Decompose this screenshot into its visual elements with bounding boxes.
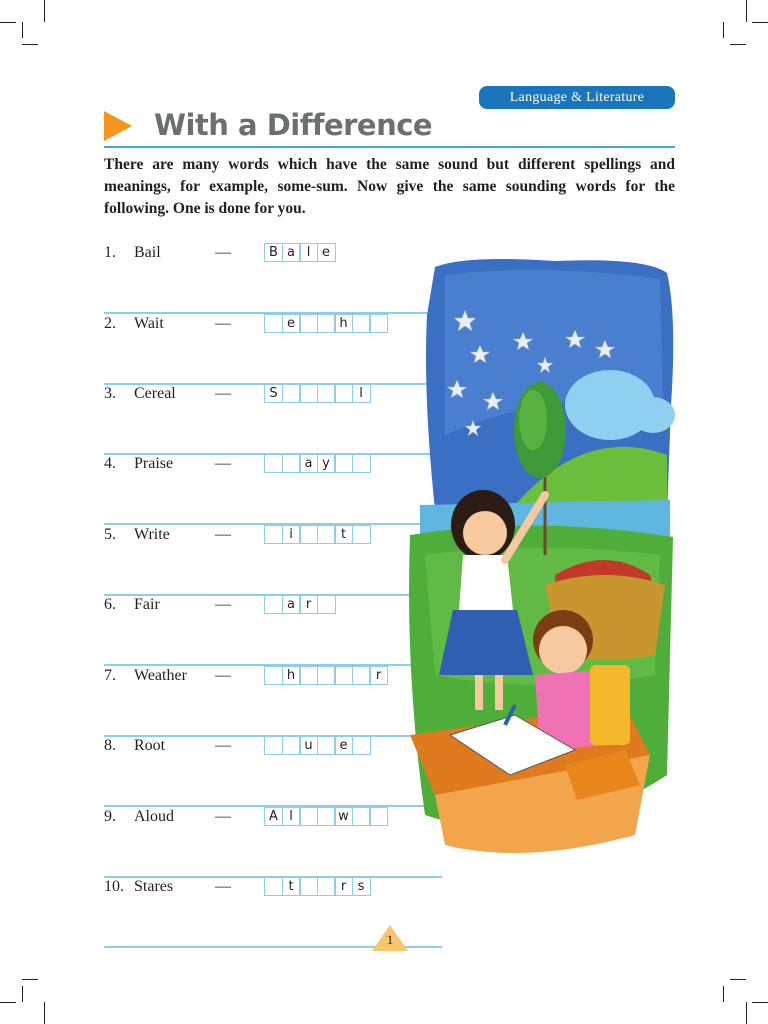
letter-box[interactable]: r	[369, 666, 388, 685]
letter-box[interactable]	[317, 595, 336, 614]
letter-box[interactable]	[317, 314, 336, 333]
crop-mark	[723, 22, 724, 38]
crop-mark	[730, 44, 746, 45]
letter-box[interactable]	[299, 525, 318, 544]
letter-box[interactable]	[317, 736, 336, 755]
given-word: Stares	[134, 878, 174, 895]
crop-mark	[0, 1002, 16, 1003]
item-number: 2.	[104, 315, 116, 332]
letter-box[interactable]	[369, 314, 388, 333]
letter-box[interactable]: B	[264, 243, 283, 262]
letter-box[interactable]: S	[264, 384, 283, 403]
letter-box[interactable]	[264, 314, 283, 333]
given-word: Praise	[134, 455, 174, 472]
crop-mark	[746, 0, 747, 22]
dash-separator: —	[215, 315, 231, 332]
letter-box[interactable]: h	[334, 314, 353, 333]
item-number: 8.	[104, 737, 116, 754]
exercise-row	[104, 526, 442, 596]
letter-box[interactable]	[352, 454, 371, 473]
letter-box[interactable]	[299, 314, 318, 333]
dash-separator: —	[215, 737, 231, 754]
letter-box[interactable]	[352, 807, 371, 826]
letter-box[interactable]	[282, 454, 301, 473]
letter-box[interactable]	[299, 877, 318, 896]
given-word: Weather	[134, 667, 187, 684]
crop-mark	[44, 0, 45, 22]
letter-box[interactable]	[352, 525, 371, 544]
letter-box[interactable]	[352, 736, 371, 755]
answer-boxes	[264, 384, 369, 403]
letter-box[interactable]	[264, 454, 283, 473]
letter-box[interactable]	[264, 666, 283, 685]
letter-box[interactable]: a	[282, 595, 301, 614]
exercise-row	[104, 315, 442, 385]
crop-mark	[746, 1002, 747, 1024]
letter-box[interactable]: e	[317, 243, 336, 262]
answer-boxes	[264, 525, 369, 544]
exercise-row	[104, 808, 442, 878]
crop-mark	[22, 986, 23, 1002]
dash-separator: —	[215, 244, 231, 261]
letter-box[interactable]	[264, 877, 283, 896]
letter-box[interactable]: A	[264, 807, 283, 826]
subject-badge: Language & Literature	[479, 86, 675, 109]
exercise-row	[104, 596, 442, 666]
letter-box[interactable]	[317, 384, 336, 403]
crop-mark	[44, 1002, 45, 1024]
given-word: Bail	[134, 244, 161, 261]
dash-separator: —	[215, 526, 231, 543]
letter-box[interactable]: t	[282, 877, 301, 896]
exercise-row	[104, 385, 442, 455]
dash-separator: —	[215, 667, 231, 684]
letter-box[interactable]: r	[334, 877, 353, 896]
letter-box[interactable]: t	[334, 525, 353, 544]
crop-mark	[22, 22, 23, 38]
letter-box[interactable]: i	[282, 525, 301, 544]
letter-box[interactable]	[334, 666, 353, 685]
dash-separator: —	[215, 596, 231, 613]
letter-box[interactable]: e	[282, 314, 301, 333]
answer-boxes	[264, 243, 334, 262]
item-number: 3.	[104, 385, 116, 402]
given-word: Root	[134, 737, 166, 754]
exercise-row	[104, 737, 442, 807]
answer-boxes	[264, 877, 369, 896]
given-word: Aloud	[134, 808, 174, 825]
crop-mark	[730, 979, 746, 980]
play-arrow-icon	[104, 111, 132, 141]
letter-box[interactable]: e	[334, 736, 353, 755]
letter-box[interactable]: h	[282, 666, 301, 685]
given-word: Wait	[134, 315, 164, 332]
letter-box[interactable]: l	[282, 807, 301, 826]
letter-box[interactable]	[264, 595, 283, 614]
letter-box[interactable]: w	[334, 807, 353, 826]
letter-box[interactable]	[369, 807, 388, 826]
instructions-text: There are many words which have the same sound but different spellings and meanings, for example, some-sum. Now give the same sounding words for the following. One is done for you.	[104, 156, 675, 217]
letter-box[interactable]	[299, 666, 318, 685]
answer-boxes	[264, 807, 387, 826]
letter-box[interactable]	[264, 525, 283, 544]
answer-boxes	[264, 314, 387, 333]
dash-separator: —	[215, 385, 231, 402]
crop-mark	[22, 44, 38, 45]
letter-box[interactable]	[317, 666, 336, 685]
given-word: Write	[134, 526, 170, 543]
given-word: Cereal	[134, 385, 176, 402]
item-number: 10.	[104, 878, 124, 895]
letter-box[interactable]	[317, 877, 336, 896]
item-number: 1.	[104, 244, 116, 261]
given-word: Fair	[134, 596, 160, 613]
answer-boxes	[264, 454, 369, 473]
item-number: 7.	[104, 667, 116, 684]
children-studying-illustration	[405, 255, 677, 860]
exercise-row	[104, 667, 442, 737]
crop-mark	[0, 22, 16, 23]
letter-box[interactable]	[317, 525, 336, 544]
letter-box[interactable]: a	[282, 243, 301, 262]
answer-boxes	[264, 595, 334, 614]
page-number-text: 1	[386, 932, 394, 947]
letter-box[interactable]	[334, 384, 353, 403]
answer-boxes	[264, 666, 387, 685]
dash-separator: —	[215, 878, 231, 895]
letter-box[interactable]	[282, 736, 301, 755]
letter-box[interactable]	[352, 314, 371, 333]
letter-box[interactable]	[334, 454, 353, 473]
letter-box[interactable]	[299, 384, 318, 403]
letter-box[interactable]	[282, 384, 301, 403]
item-number: 6.	[104, 596, 116, 613]
letter-box[interactable]: l	[352, 384, 371, 403]
crop-mark	[752, 1002, 768, 1003]
crop-mark	[22, 979, 38, 980]
item-number: 5.	[104, 526, 116, 543]
letter-box[interactable]: y	[317, 454, 336, 473]
page-number	[370, 923, 410, 953]
letter-box[interactable]: u	[299, 736, 318, 755]
dash-separator: —	[215, 455, 231, 472]
exercise-row	[104, 244, 442, 314]
dash-separator: —	[215, 808, 231, 825]
letter-box[interactable]: l	[299, 243, 318, 262]
crop-mark	[752, 22, 768, 23]
page-title: With a Difference	[154, 108, 433, 142]
crop-mark	[723, 986, 724, 1002]
letter-box[interactable]: a	[299, 454, 318, 473]
answer-boxes	[264, 736, 369, 755]
title-divider	[104, 146, 675, 148]
item-number: 4.	[104, 455, 116, 472]
item-number: 9.	[104, 808, 116, 825]
letter-box[interactable]	[264, 736, 283, 755]
letter-box[interactable]	[299, 807, 318, 826]
exercise-row	[104, 455, 442, 525]
letter-box[interactable]: s	[352, 877, 371, 896]
letter-box[interactable]: r	[299, 595, 318, 614]
letter-box[interactable]	[317, 807, 336, 826]
letter-box[interactable]	[352, 666, 371, 685]
